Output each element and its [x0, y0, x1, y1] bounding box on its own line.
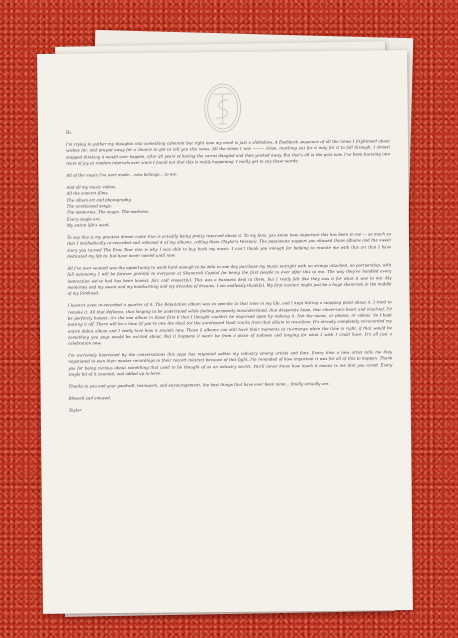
list-item: The unreleased songs. — [66, 203, 113, 209]
letter-paragraph-6: I'm extremely heartened by the conversations this saga has reignited within my industry among artists and fans. Every time a new artist tells me they negotiated to own their master recordings in their record contract because of this fight, I'm reminded of how important it was for all of this to happen. Thank you for being curious about something that used to be thought of as an industry secret. You'll never know how much it means to me that you cared. Every single bit of it counted, and added up to here. — [68, 349, 393, 377]
list-item: The memories. The magic. The madness. — [66, 209, 150, 216]
list-item: All the concert films. — [66, 190, 109, 197]
letter-signoff: Blessed and amazed, — [68, 395, 112, 401]
letter-signature: Taylor — [68, 407, 82, 413]
list-item: The album art and photography. — [66, 196, 132, 203]
letter-body — [66, 126, 393, 414]
letter-paragraph-2: All of the music I've ever made... now belongs... to me. — [66, 171, 178, 178]
letter-paragraph-7: Thanks to you and your goodwill, teamwork, and encouragement, the best things that have ever been mine... finally actually are. — [68, 381, 330, 389]
letter-paragraph-3: To say this is my greatest dream come true is actually being pretty reserved about it. To my fans, you know how important this has been to me — so much so that I methodically re-recorded and released 4 of my albums, calling them (Taylor's Version). The passionate support you showed those albums and the sweet story you turned The Eras Tour into is why I was able to buy back my music. I can't thank you enough for helping to reunite me with this art that I have dedicated my life to, but have never owned until now. — [66, 231, 392, 259]
letter-greeting: Hi, — [65, 129, 72, 135]
letter-paragraph-4: All I've ever wanted was the opportunity to work hard enough to be able to one day purchase my music outright with no strings attached, no partnership, with full autonomy. I will be forever grateful to everyone at Shamrock Capital for being the first people to ever offer this to me. The way they've handled every interaction we've had has been honest, fair, and respectful. This was a business deal to them, but I really felt like they saw it for what it was to me: My memories and my sweat and my handwriting and my decades of dreams. I am endlessly thankful. My first instinct might just be a huge shamrock in the middle of my forehead. — [67, 262, 392, 296]
list-item: My entire life's work. — [66, 222, 111, 228]
letter-paragraph-1: I'm trying to gather my thoughts into something coherent but right now my mind is just a slideshow. A flashback sequence of all the times I frightened about wishes for, and prayed away for a chance to get to tell you this news. All the times I was ——— close, reaching out for it only for it to fall through. I almost stopped thinking it would ever happen, after 20 years of having the carrot dangled and then yanked away. But that's all in the past now. I've been bursting into tears of joy at random intervals ever since I found out that this is really happening. I really get to say these words: — [65, 138, 391, 166]
letter-paragraph-5: I haven't even re-recorded a quarter of it. The Reputation album was so specific to that time in my life, and I kept hitting a stopping point about it. I tried to remake it. All that defiance, that longing to be understood while feeling purposely misunderstood, that desperate hope, that clever-torn heart and mischief. I'd be perfectly honest, it's the one album in those first 6 that I thought couldn't be improved upon by redoing it. Not the music, or photos, or videos. So I kept putting it off. There will be a time (if you're into the idea) for the unreleased Vault tracks from that album to resurface. It's already completely re-recorded my entire debut album and I really love how it sounds now. Those 2 albums can still have their moments to re-emerge when the time is right, if that would be something you guys would be excited about. But it happens it won't be from a place of sadness and longing for what I wish I could have. It's all just a celebration now. — [67, 299, 393, 346]
monogram-icon — [202, 82, 243, 134]
letter-list — [66, 181, 390, 228]
letter-sheet — [37, 50, 413, 614]
list-item: Every single era. — [66, 215, 102, 222]
list-item: And all my music videos. — [66, 184, 117, 190]
